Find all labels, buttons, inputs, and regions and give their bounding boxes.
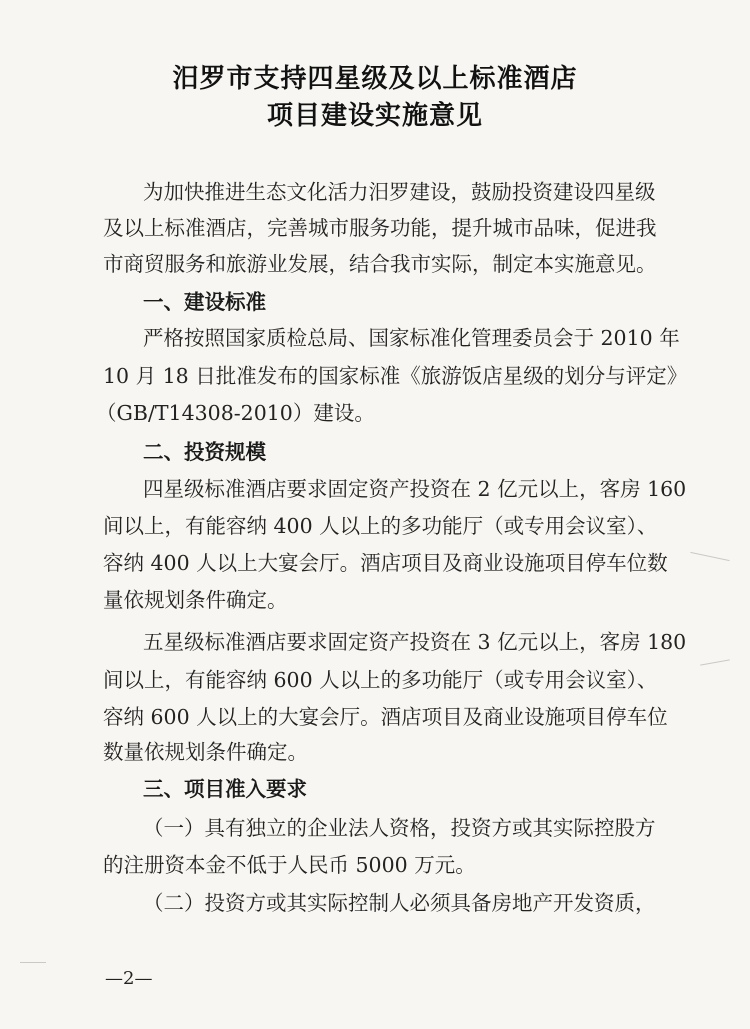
document-title-line-1: 汨罗市支持四星级及以上标准酒店 xyxy=(172,64,578,94)
intro-line-3: 市商贸服务和旅游业发展，结合我市实际，制定本实施意见。 xyxy=(103,252,657,276)
section-2-para-1-line-2: 间以上，有能容纳 400 人以上的多功能厅（或专用会议室）、 xyxy=(103,514,658,538)
section-3-item-1-line-1: （一）具有独立的企业法人资格，投资方或其实际控股方 xyxy=(143,816,656,840)
scan-mark xyxy=(690,552,729,561)
section-3-heading: 三、项目准入要求 xyxy=(143,777,307,801)
section-1-heading: 一、建设标准 xyxy=(143,290,266,314)
section-3-item-1-line-2: 的注册资本金不低于人民币 5000 万元。 xyxy=(103,853,476,877)
section-1-line-1: 严格按照国家质检总局、国家标准化管理委员会于 2010 年 xyxy=(143,326,680,350)
section-2-para-2-line-2: 间以上，有能容纳 600 人以上的多功能厅（或专用会议室）、 xyxy=(103,668,658,692)
section-1-line-3: （GB/T14308-2010）建设。 xyxy=(96,401,375,425)
scan-mark xyxy=(700,659,730,665)
scan-mark xyxy=(20,962,46,963)
document-title-line-2: 项目建设实施意见 xyxy=(266,101,483,131)
section-2-para-1-line-4: 量依规划条件确定。 xyxy=(103,588,288,612)
section-2-para-2-line-1: 五星级标准酒店要求固定资产投资在 3 亿元以上，客房 180 xyxy=(143,630,687,654)
section-3-item-2-line-1: （二）投资方或其实际控制人必须具备房地产开发资质， xyxy=(143,891,656,915)
intro-line-2: 及以上标准酒店，完善城市服务功能，提升城市品味，促进我 xyxy=(103,216,657,240)
section-1-line-2: 10 月 18 日批准发布的国家标准《旅游饭店星级的划分与评定》 xyxy=(103,364,688,388)
section-2-para-2-line-4: 数量依规划条件确定。 xyxy=(103,740,308,764)
section-2-para-2-line-3: 容纳 600 人以上的大宴会厅。酒店项目及商业设施项目停车位 xyxy=(103,705,668,729)
section-2-heading: 二、投资规模 xyxy=(143,440,266,464)
section-2-para-1-line-3: 容纳 400 人以上大宴会厅。酒店项目及商业设施项目停车位数 xyxy=(103,551,668,575)
page-number: —2— xyxy=(105,968,153,989)
intro-line-1: 为加快推进生态文化活力汨罗建设，鼓励投资建设四星级 xyxy=(143,180,656,204)
section-2-para-1-line-1: 四星级标准酒店要求固定资产投资在 2 亿元以上，客房 160 xyxy=(143,477,687,501)
